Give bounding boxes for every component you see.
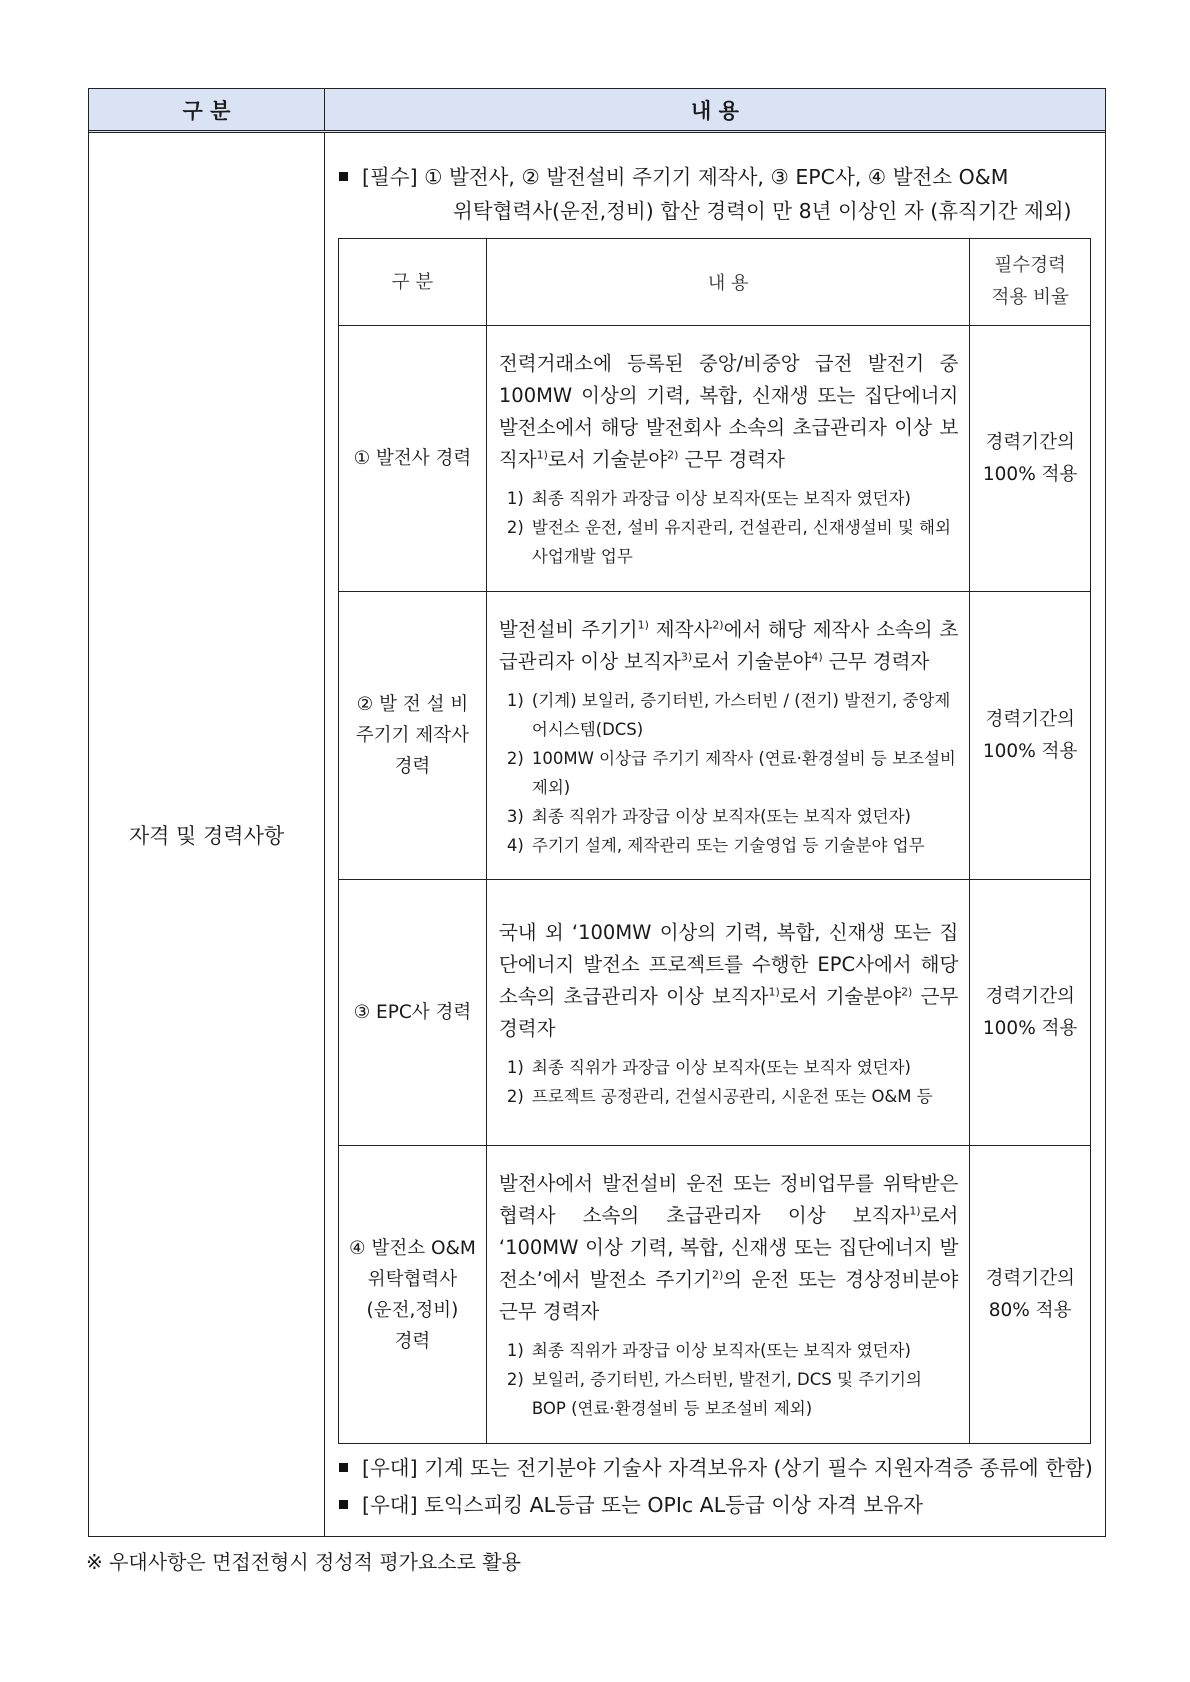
row-notes	[499, 1336, 958, 1423]
row-description: 발전사에서 발전설비 운전 또는 정비업무를 위탁받은 협력사 소속의 초급관리자 이상 보직자$^{1)}$로서 ‘100MW 이상 기력, 복합, 신재생 또는 집단에너지 발전소’에서 발전소 주기기$^{2)}$의 운전 또는 경상정비분야 근무 경력자	[498, 1172, 959, 1323]
row-category: ③ EPC사 경력	[339, 880, 487, 1146]
career-table-header	[339, 239, 1091, 326]
header-category: 구 분	[89, 89, 325, 130]
note-item: 2) 보일러, 증기터빈, 가스터빈, 발전기, DCS 및 주기기의 BOP (연료·환경설비 등 보조설비 제외)	[506, 1370, 922, 1418]
ratio-header-line1: 필수경력	[994, 255, 1066, 276]
row-notes	[499, 686, 958, 860]
note-item: 1) 최종 직위가 과장급 이상 보직자(또는 보직자 였던자)	[506, 489, 911, 508]
required-line2: 위탁협력사(운전,정비) 합산 경력이 만 8년 이상인 자 (휴직기간 제외)	[453, 199, 1072, 223]
row-ratio: 경력기간의 100% 적용	[970, 326, 1091, 592]
square-bullet-icon	[339, 172, 348, 181]
row-ratio: 경력기간의 100% 적용	[970, 592, 1091, 880]
required-line1: [필수] ① 발전사, ② 발전설비 주기기 제작사, ③ EPC사, ④ 발전소 O&M	[362, 165, 1009, 189]
note-item: 1) (기계) 보일러, 증기터빈, 가스터빈 / (전기) 발전기, 중앙제어시스템(DCS)	[506, 690, 951, 739]
career-header-content: 내 용	[486, 239, 969, 326]
row-description: 국내 외 ‘100MW 이상의 기력, 복합, 신재생 또는 집단에너지 발전소 프로젝트를 수행한 EPC사에서 해당 소속의 초급관리자 이상 보직자$^{1)}$로서 기술분야$^{2)}$ 근무 경력자	[498, 920, 959, 1040]
note-item: 3) 최종 직위가 과장급 이상 보직자(또는 보직자 였던자)	[506, 806, 911, 826]
table-row	[339, 1146, 1091, 1444]
requirements-table	[88, 88, 1106, 1537]
career-header-ratio	[970, 239, 1091, 326]
row-category: ② 발 전 설 비 주기기 제작사 경력	[339, 592, 487, 880]
header-content: 내 용	[691, 98, 739, 123]
table-header	[89, 89, 1105, 133]
preferred-bullet-1: [우대] 기계 또는 전기분야 기술사 자격보유자 (상기 필수 지원자격증 종류에 한함)	[339, 1451, 1109, 1485]
note-item: 1) 최종 직위가 과장급 이상 보직자(또는 보직자 였던자)	[506, 1341, 911, 1360]
table-row	[339, 326, 1091, 592]
row-category: ④ 발전소 O&M 위탁협력사 (운전,정비) 경력	[339, 1146, 487, 1444]
note-item: 2) 프로젝트 공정관리, 건설시공관리, 시운전 또는 O&M 등	[506, 1086, 933, 1106]
note-item: 4) 주기기 설계, 제작관리 또는 기술영업 등 기술분야 업무	[506, 835, 925, 855]
column-divider	[324, 133, 325, 1536]
row-description: 전력거래소에 등록된 중앙/비중앙 급전 발전기 중 100MW 이상의 기력, 복합, 신재생 또는 집단에너지 발전소에서 해당 발전회사 소속의 초급관리자 이상 보직자$^{1)}$로서 기술분야$^{2)}$ 근무 경력자	[498, 352, 959, 471]
career-header-category: 구 분	[339, 239, 487, 326]
career-table	[338, 238, 1091, 1444]
note-item: 2) 발전소 운전, 설비 유지관리, 건설관리, 신재생설비 및 해외 사업개발 업무	[506, 518, 951, 566]
note-item: 1) 최종 직위가 과장급 이상 보직자(또는 보직자 였던자)	[506, 1057, 911, 1077]
row-content	[486, 326, 969, 592]
footnote: ※ 우대사항은 면접전형시 정성적 평가요소로 활용	[86, 1550, 521, 1574]
table-row	[339, 880, 1091, 1146]
row-notes	[499, 484, 958, 571]
row-content	[486, 880, 969, 1146]
square-bullet-icon	[339, 1463, 348, 1472]
note-item: 2) 100MW 이상급 주기기 제작사 (연료·환경설비 등 보조설비 제외)	[506, 748, 956, 797]
row-ratio: 경력기간의 80% 적용	[970, 1146, 1091, 1444]
ratio-header-line2: 적용 비율	[991, 287, 1069, 308]
row-notes	[499, 1053, 958, 1111]
row-ratio: 경력기간의 100% 적용	[970, 880, 1091, 1146]
row-label: 자격 및 경력사항	[128, 823, 285, 848]
required-bullet	[339, 160, 1109, 228]
square-bullet-icon	[339, 1500, 348, 1509]
table-row	[339, 592, 1091, 880]
row-description: 발전설비 주기기$^{1)}$ 제작사$^{2)}$에서 해당 제작사 소속의 초급관리자 이상 보직자$^{3)}$로서 기술분야$^{4)}$ 근무 경력자	[498, 617, 959, 673]
row-content	[486, 1146, 969, 1444]
row-content	[486, 592, 969, 880]
row-category: ① 발전사 경력	[339, 326, 487, 592]
preferred-bullet-2: [우대] 토익스피킹 AL등급 또는 OPIc AL등급 이상 자격 보유자	[339, 1488, 1109, 1522]
